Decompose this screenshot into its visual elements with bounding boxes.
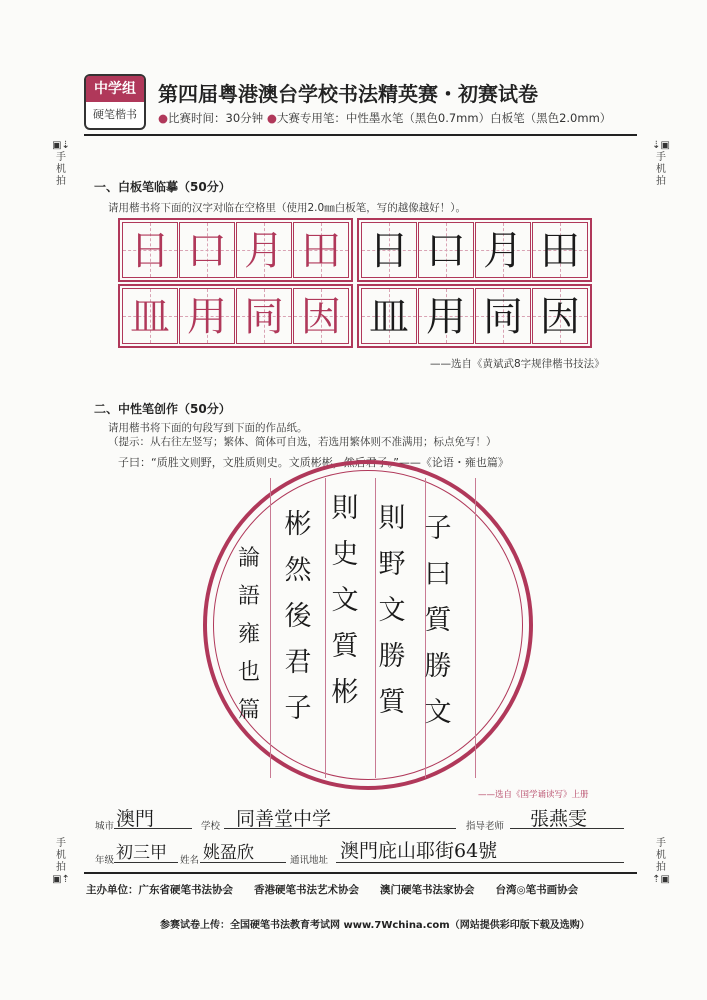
practice-cell[interactable]: 月 — [475, 222, 531, 278]
artwork-column-3: 則史文質彬 — [331, 493, 359, 708]
footer-rule — [84, 872, 637, 874]
badge-group-label: 中学组 — [86, 76, 144, 102]
name-label: 姓名 — [180, 855, 200, 866]
upload-notice: 参赛试卷上传：全国硬笔书法教育考试网 www.7Wchina.com（网站提供彩印版下载及选购） — [160, 920, 590, 931]
model-cell: 田 — [293, 222, 349, 278]
teacher-label: 指导老师 — [466, 821, 505, 832]
name-field[interactable]: 姚盈欣 — [203, 843, 254, 863]
time-label: 比赛时间：30分钟 — [168, 111, 264, 125]
section2-tip: （提示：从右往左竖写；繁体、简体可自选，若选用繁体则不准满用；标点免写！） — [108, 436, 497, 448]
page-title: 第四届粤港澳台学校书法精英赛・初赛试卷 — [158, 82, 538, 106]
side-marker-bottom-left: 手 机 拍 ▣⇡ — [52, 838, 70, 885]
camera-icon: ▣⇡ — [52, 874, 70, 885]
section1-heading: 一、白板笔临摹（50分） — [94, 180, 231, 194]
artwork-source-note: ——选自《国学诵读写》上册 — [478, 790, 589, 800]
grade-label: 年级 — [95, 855, 115, 866]
practice-cell[interactable]: 皿 — [361, 288, 417, 344]
city-field[interactable]: 澳門 — [116, 808, 155, 830]
section2-instruction: 请用楷书将下面的句段写到下面的作品纸。 — [108, 422, 308, 434]
school-field[interactable]: 同善堂中学 — [236, 808, 332, 830]
school-label: 学校 — [201, 821, 221, 832]
bullet-icon: ● — [158, 111, 169, 125]
artwork-column-5: 論語雍也篇 — [237, 546, 260, 723]
bullet-icon: ● — [266, 111, 277, 125]
pen-label: 大赛专用笔：中性墨水笔（黑色0.7mm）白板笔（黑色2.0mm） — [276, 111, 612, 125]
model-cell: 因 — [293, 288, 349, 344]
practice-cell[interactable]: 口 — [418, 222, 474, 278]
section1-source: ——选自《黄斌武8字规律楷书技法》 — [430, 358, 605, 370]
model-cell: 口 — [179, 222, 235, 278]
artwork-column-4: 彬然後君子 — [284, 509, 312, 724]
teacher-field[interactable]: 張燕雯 — [530, 808, 588, 830]
model-cell: 月 — [236, 222, 292, 278]
side-marker-top-left: ▣⇣ 手 机 拍 — [52, 140, 70, 187]
host-organizations: 主办单位：广东省硬笔书法协会 香港硬笔书法艺术协会 澳门硬笔书法家协会 台湾◎笔书画协会 — [86, 884, 579, 896]
practice-cell[interactable]: 日 — [361, 222, 417, 278]
group-badge — [84, 74, 146, 130]
practice-cell[interactable]: 同 — [475, 288, 531, 344]
model-cell: 皿 — [122, 288, 178, 344]
section2-heading: 二、中性笔创作（50分） — [94, 402, 231, 416]
practice-cell[interactable]: 用 — [418, 288, 474, 344]
artwork-column-2: 則野文勝質 — [378, 503, 406, 718]
section2-quote: 子曰：“质胜文则野，文胜质则史。文质彬彬，然后君子。”——《论语・雍也篇》 — [118, 456, 509, 469]
camera-icon: ▣⇣ — [52, 140, 70, 151]
city-label: 城市 — [95, 821, 115, 832]
artwork-column-1: 子曰質勝文 — [424, 513, 452, 728]
grade-field[interactable]: 初三甲 — [116, 843, 167, 863]
practice-cell[interactable]: 田 — [532, 222, 588, 278]
contest-rules — [158, 110, 611, 126]
model-cell: 同 — [236, 288, 292, 344]
address-field[interactable]: 澳門庇山耶街64號 — [340, 840, 498, 862]
section1-instruction: 请用楷书将下面的汉字对临在空格里（使用2.0㎜白板笔，写的越像越好！）。 — [108, 202, 466, 214]
practice-cell[interactable]: 因 — [532, 288, 588, 344]
model-cell: 日 — [122, 222, 178, 278]
side-marker-top-right: ⇣▣ 手 机 拍 — [652, 140, 670, 187]
badge-style-label: 硬笔楷书 — [93, 108, 137, 121]
address-label: 通讯地址 — [290, 855, 329, 866]
side-marker-bottom-right: 手 机 拍 ⇡▣ — [652, 838, 670, 885]
camera-icon: ⇣▣ — [652, 140, 670, 151]
camera-icon: ⇡▣ — [652, 874, 670, 885]
model-cell: 用 — [179, 288, 235, 344]
